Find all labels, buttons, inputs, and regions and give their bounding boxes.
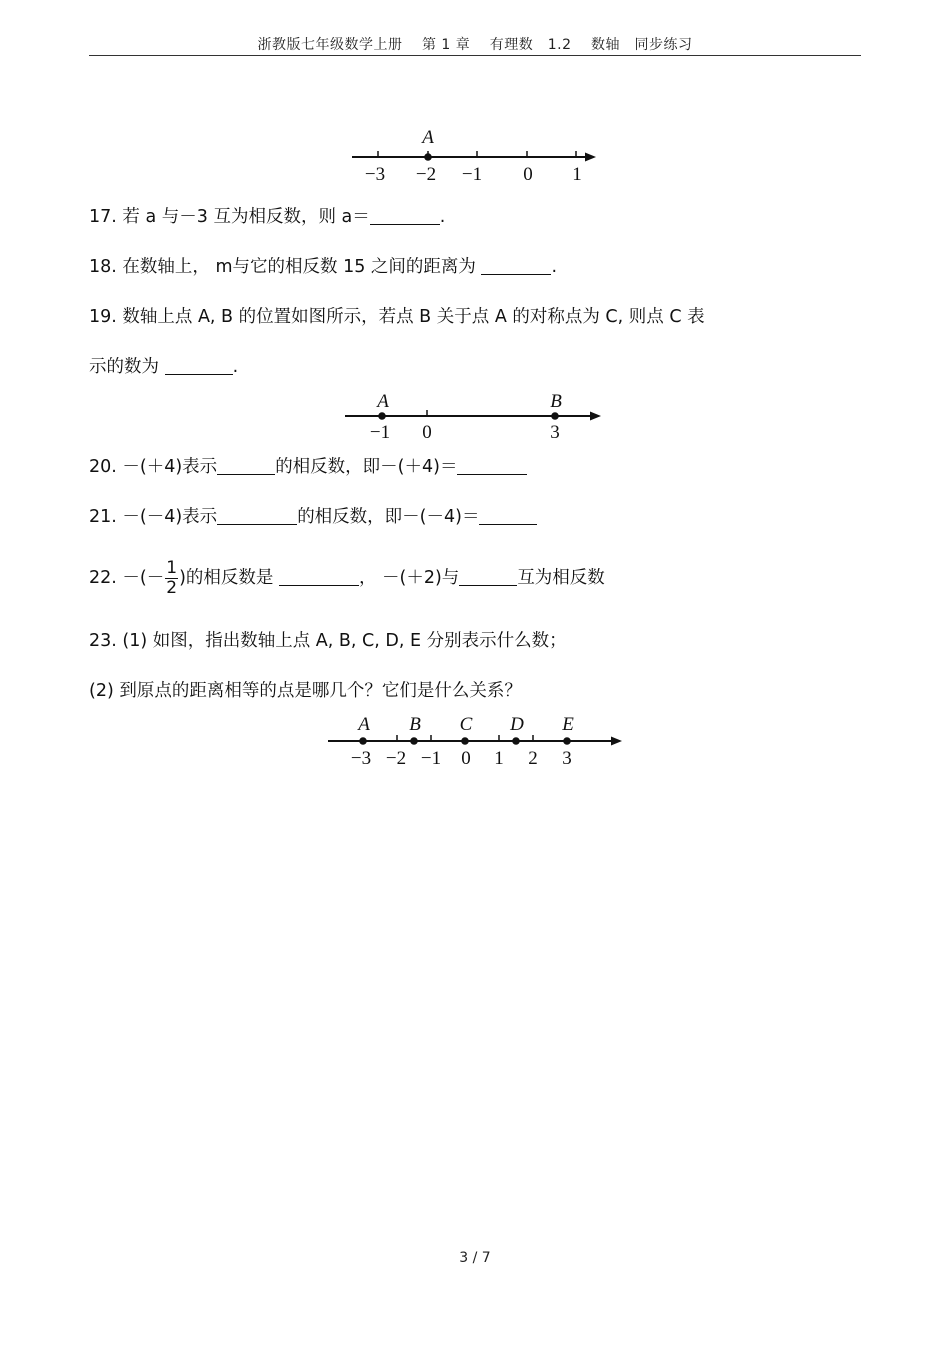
- point-a-label: A: [358, 714, 370, 735]
- point-e: [563, 737, 571, 745]
- point-d-label: D: [510, 714, 524, 735]
- question-22-part-4: 互为相反数: [517, 568, 605, 588]
- question-18-text: 18. 在数轴上， m与它的相反数 15 之间的距离为: [89, 257, 482, 277]
- point-a-label: A: [377, 391, 389, 412]
- tick-label: −3: [350, 748, 372, 769]
- question-18-end: .: [551, 257, 558, 277]
- tick-label: −2: [415, 164, 437, 185]
- question-20-part-2: 的相反数，即－(＋4)＝: [275, 457, 458, 477]
- question-21-part-2: 的相反数，即－(－4)＝: [297, 507, 480, 527]
- tick-label: −1: [420, 748, 442, 769]
- question-19-line-2: [89, 355, 238, 379]
- answer-blank[interactable]: [165, 356, 233, 375]
- question-19-line-1: 19. 数轴上点 A, B 的位置如图所示，若点 B 关于点 A 的对称点为 C, 则点 C 表: [89, 307, 705, 327]
- point-b-label: B: [409, 714, 421, 735]
- point-c: [461, 737, 469, 745]
- question-22-part-1: 22. －(－: [89, 568, 165, 588]
- answer-blank[interactable]: [481, 256, 551, 275]
- question-17-text: 17. 若 a 与－3 互为相反数，则 a＝: [89, 207, 370, 227]
- point-a: [359, 737, 367, 745]
- question-20-part-1: 20. －(＋4)表示: [89, 457, 218, 477]
- tick-label: −1: [461, 164, 483, 185]
- question-23-part-1: 23. (1) 如图，指出数轴上点 A, B, C, D, E 分别表示什么数；: [89, 631, 567, 651]
- tick-label: 0: [523, 164, 533, 185]
- point-a-label: A: [422, 127, 434, 148]
- fraction-one-half: [165, 559, 178, 598]
- point-b: [410, 737, 418, 745]
- number-line-figure-2: [335, 388, 615, 448]
- question-22-part-2: )的相反数是: [179, 568, 279, 588]
- tick-label: 2: [528, 748, 538, 769]
- answer-blank[interactable]: [459, 567, 517, 586]
- answer-blank[interactable]: [479, 506, 537, 525]
- question-17: [89, 205, 445, 229]
- tick-label: −2: [385, 748, 407, 769]
- tick-label: 0: [461, 748, 471, 769]
- tick-label: 3: [562, 748, 572, 769]
- answer-blank[interactable]: [370, 206, 440, 225]
- page-number: 3 / 7: [459, 1250, 491, 1266]
- point-b: [551, 412, 559, 420]
- tick-label: −1: [369, 422, 391, 443]
- question-19-end: .: [232, 357, 239, 377]
- number-line-figure-3: [320, 708, 630, 772]
- tick-label: 1: [494, 748, 504, 769]
- question-17-end: .: [439, 207, 446, 227]
- tick-label: 0: [422, 422, 432, 443]
- question-23-part-2: (2) 到原点的距离相等的点是哪几个？它们是什么关系？: [89, 681, 522, 701]
- point-e-label: E: [562, 714, 574, 735]
- question-21: [89, 505, 537, 529]
- question-21-part-1: 21. －(－4)表示: [89, 507, 218, 527]
- point-c-label: C: [459, 714, 473, 735]
- question-22-part-3: ， －(＋2)与: [358, 568, 460, 588]
- number-line-figure-1: [340, 120, 610, 190]
- question-22: [89, 556, 605, 600]
- answer-blank[interactable]: [217, 456, 275, 475]
- page-header: 浙教版七年级数学上册 第 1 章 有理数 1.2 数轴 同步练习: [257, 37, 693, 53]
- point-d: [512, 737, 520, 745]
- tick-label: −3: [364, 164, 386, 185]
- point-a: [378, 412, 386, 420]
- point-b-label: B: [550, 391, 562, 412]
- point-a: [424, 153, 432, 161]
- answer-blank[interactable]: [279, 567, 359, 586]
- question-18: [89, 255, 557, 279]
- header-rule: [89, 55, 861, 56]
- tick-label: 1: [572, 164, 582, 185]
- answer-blank[interactable]: [217, 506, 297, 525]
- question-20: [89, 455, 527, 479]
- fraction-numerator: 1: [166, 557, 178, 578]
- fraction-denominator: 2: [166, 577, 178, 598]
- answer-blank[interactable]: [457, 456, 527, 475]
- question-19-text: 示的数为: [89, 357, 165, 377]
- tick-label: 3: [550, 422, 560, 443]
